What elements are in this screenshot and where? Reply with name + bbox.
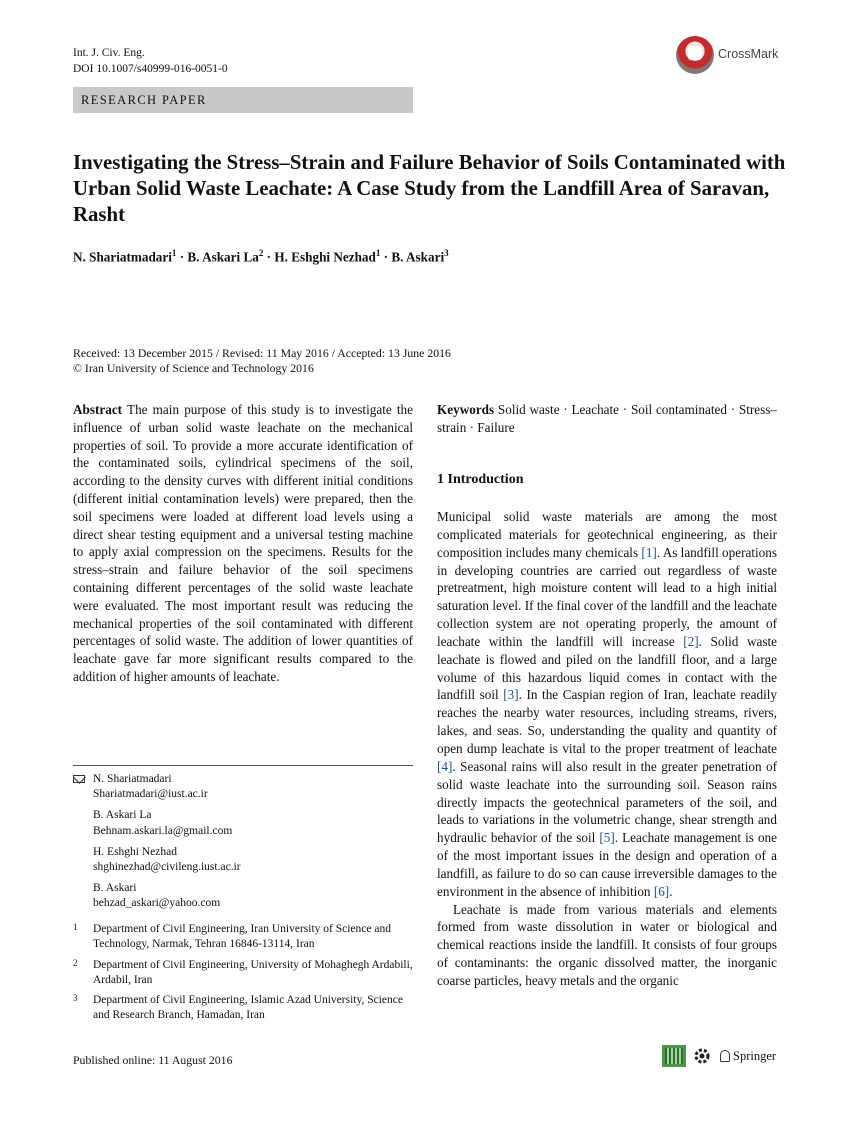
publication-history [73,346,451,376]
citation-link[interactable]: [3] [503,687,519,703]
abstract [73,401,413,686]
author-separator: · [380,249,392,265]
affiliation-text: Department of Civil Engineering, University of Mohaghegh Ardabili, Ardabil, Iran [93,959,413,987]
crossmark-icon [676,36,714,74]
springer-label: Springer [733,1049,777,1063]
author-affiliation-marker: 3 [444,248,449,258]
body-text: . Seasonal rains will also result in the greater penetration of solid waste leachate into the surrounding soil. Season rains directly impacts the geotechnical parameters of the soil, and leads to variations in the volumetric change, shear strength and hydraulic behavior of the soil [437,758,777,846]
journal-name: Int. J. Civ. Eng. [73,47,145,59]
copyright: © Iran University of Science and Technology 2016 [73,361,314,375]
abstract-label: Abstract [73,402,123,417]
published-online: Published online: 11 August 2016 [73,1053,233,1067]
contact-entry [73,772,413,802]
contact-email[interactable]: Behnam.askari.la@gmail.com [93,824,233,837]
paper-type-banner: RESEARCH PAPER [73,87,413,113]
introduction-body [437,508,777,990]
springer-horse-icon [720,1050,730,1062]
affiliation-entry [73,993,413,1023]
author-name[interactable]: H. Eshghi Nezhad [274,249,376,265]
contact-email[interactable]: shghinezhad@civileng.iust.ac.ir [93,861,241,874]
citation-link[interactable]: [4] [437,758,453,774]
affiliation-text: Department of Civil Engineering, Islamic Azad University, Science and Research Branch, Hamadan, Iran [93,994,403,1022]
dates: Received: 13 December 2015 / Revised: 11 May 2016 / Accepted: 13 June 2016 [73,346,451,360]
body-text: Municipal solid waste materials are among the most complicated materials for geotechnical engineering, as their composition includes many chemicals [437,509,777,560]
author-affiliation-marker: 2 [258,248,264,258]
doi[interactable]: DOI 10.1007/s40999-016-0051-0 [73,63,228,75]
keywords-text: Solid waste · Leachate · Soil contaminated · Stress–strain · Failure [437,402,778,435]
citation-link[interactable]: [5] [599,830,615,846]
gear-logo-icon [692,1045,712,1067]
crossmark-badge[interactable] [676,36,786,76]
citation-link[interactable]: [1] [641,544,657,560]
springer-logo [720,1049,776,1064]
contact-entry [73,845,413,875]
keywords-label: Keywords [437,402,495,417]
author-name[interactable]: B. Askari La [187,249,259,265]
author-name[interactable]: B. Askari [391,249,445,265]
section-heading: 1 Introduction [437,472,524,487]
contact-name: N. Shariatmadari [93,773,172,785]
affiliation-text: Department of Civil Engineering, Iran University of Science and Technology, Narmak, Tehran 16846-13114, Iran [93,923,391,951]
contact-name: H. Eshghi Nezhad [93,845,177,858]
crossmark-label: CrossMark [718,47,779,61]
contact-entry [73,808,413,838]
publisher-logos [662,1045,782,1069]
abstract-text: The main purpose of this study is to investigate the influence of urban solid waste leachate on the mechanical properties of soil. To provide a more accurate identification of the contaminated soils, cylindrical specimens of the soil, according to the density curves with different initial conditions (different initial contamination levels) were prepared, then the soil specimens were loaded at different load levels using a direct shear testing equipment and a universal testing machine to apply axial compression on the specimens. Results for the stress–strain and failure behavior of the soil specimens containing different percentages of the solid waste leachate were evaluated. The most important result was reducing the mechanical properties of the soil contaminated with different percentages of solid waste. The addition of lower quantities of leachate gave far more significant results compared to the addition of higher amounts of leachate. [73,402,413,684]
body-text: . Leachate management is one of the most important issues in the design and operation of a landfill, as failure to do so can cause irreversible damages to the environment in the absence of inhibition [437,830,777,899]
body-text: . Solid waste leachate is flowed and piled on the landfill floor, and a large volume of this hazardous liquid comes in contact with the landfill soil [437,633,777,703]
intro-paragraph-1 [437,508,777,901]
author-separator: · [176,249,188,265]
affiliation-number: 1 [73,922,78,932]
citation-link[interactable]: [6] [653,883,670,899]
body-text: . [669,883,673,899]
author-affiliation-marker: 1 [171,248,177,258]
contact-entry [73,881,413,911]
paper-title: Investigating the Stress–Strain and Failure Behavior of Soils Contaminated with Urban Solid Waste Leachate: A Case Study from the Landfill Area of Saravan, Rasht [73,151,786,226]
contact-name: B. Askari La [93,809,152,822]
body-text: . In the Caspian region of Iran, leachate readily reaches the nearby water resources, including streams, rivers, lakes, and seas. So, understanding the quality and quantity of open dump leachate is vital to the proper treatment of leachate [437,687,777,756]
contact-name: B. Askari [93,882,137,895]
affiliation-number: 3 [73,993,78,1003]
keywords [437,401,777,437]
author-name[interactable]: N. Shariatmadari [73,249,172,265]
author-affiliation-marker: 1 [375,248,381,258]
contact-list [73,772,413,918]
contact-email[interactable]: behzad_askari@yahoo.com [93,897,221,910]
citation-link[interactable]: [2] [683,633,699,649]
affiliation-entry [73,922,413,952]
affiliation-number: 2 [73,958,78,968]
journal-header [73,45,228,77]
envelope-icon [73,775,85,783]
intro-paragraph-2: Leachate is made from various materials and elements formed from waste dissolution in water or biological and chemical reactions inside the landfill. It consists of four groups of contaminants: the organic dissolved matter, the inorganic coarse particles, heavy metals and the organic [437,901,777,988]
contact-email[interactable]: Shariatmadari@iust.ac.ir [93,788,208,801]
divider [73,765,413,766]
affiliation-entry [73,958,413,988]
ebook-icon [662,1045,686,1067]
author-separator: · [263,249,275,265]
author-list [73,248,449,265]
body-text: . As landfill operations in developing countries are carried out regardless of waste pretreatment, high moisture content will lead to a high initial saturation level. If the final cover of the landfill and the leachate collection system are not operating properly, the amount of leachate within the landfill will increase [437,544,777,649]
